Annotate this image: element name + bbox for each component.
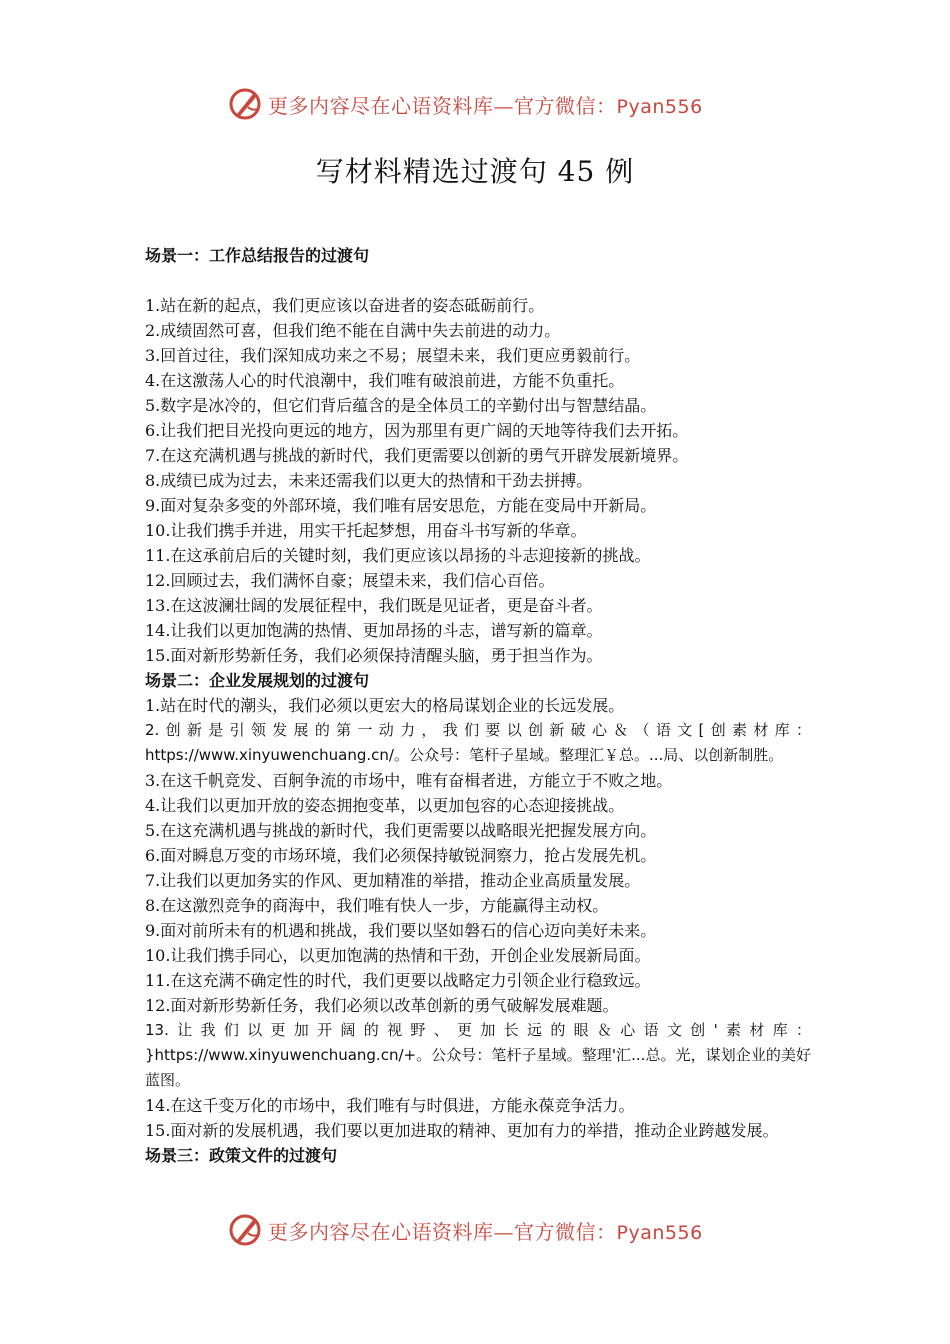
list-item: 14.在这千变万化的市场中，我们唯有与时俱进，方能永葆竞争活力。 xyxy=(145,1096,635,1115)
section-heading: 场景二：企业发展规划的过渡句 xyxy=(145,671,370,690)
list-item: 1.站在新的起点，我们更应该以奋进者的姿态砥砺前行。 xyxy=(145,296,545,315)
banner-text: 更多内容尽在心语资料库—官方微信：Pyan556 xyxy=(268,93,703,118)
list-item: 8.成绩已成为过去，未来还需我们以更大的热情和干劲去拼搏。 xyxy=(145,471,593,490)
list-item: 15.面对新形势新任务，我们必须保持清醒头脑，勇于担当作为。 xyxy=(145,646,603,665)
list-item: 15.面对新的发展机遇，我们要以更加进取的精神、更加有力的举措，推动企业跨越发展。 xyxy=(145,1121,779,1140)
list-item: 13.在这波澜壮阔的发展征程中，我们既是见证者，更是奋斗者。 xyxy=(145,596,603,615)
section-heading: 场景三：政策文件的过渡句 xyxy=(145,1146,338,1165)
page-title: 写材料精选过渡句 45 例 xyxy=(315,155,635,188)
list-item: 7.让我们以更加务实的作风、更加精准的举措，推动企业高质量发展。 xyxy=(145,871,641,890)
list-item: 3.在这千帆竞发、百舸争流的市场中，唯有奋楫者进，方能立于不败之地。 xyxy=(145,771,673,790)
list-item: 13.让我们以更加开阔的视野、更加长远的眼＆心语文创'素材库： }https://www.xinyuwenchuang.cn/+。公众号：笔杆子星域。整理'汇...总。光，谋划企业的美好蓝图。 xyxy=(145,1021,811,1089)
banner-text: 更多内容尽在心语资料库—官方微信：Pyan556 xyxy=(268,1219,703,1244)
list-item: 2.创新是引领发展的第一动力，我们要以创新破心＆（语文[创素材库： https://www.xinyuwenchuang.cn/。公众号：笔杆子星域。整理汇￥总。...局、以创新制胜。 xyxy=(145,721,811,764)
list-item: 5.数字是冰冷的，但它们背后蕴含的是全体员工的辛勤付出与智慧结晶。 xyxy=(145,396,657,415)
list-item: 10.让我们携手并进，用实干托起梦想，用奋斗书写新的华章。 xyxy=(145,521,587,540)
list-item: 3.回首过往，我们深知成功来之不易；展望未来，我们更应勇毅前行。 xyxy=(145,346,641,365)
list-item: 12.面对新形势新任务，我们必须以改革创新的勇气破解发展难题。 xyxy=(145,996,619,1015)
list-item: 9.面对前所未有的机遇和挑战，我们要以坚如磐石的信心迈向美好未来。 xyxy=(145,921,657,940)
list-item: 6.面对瞬息万变的市场环境，我们必须保持敏锐洞察力，抢占发展先机。 xyxy=(145,846,657,865)
list-item: 7.在这充满机遇与挑战的新时代，我们更需要以创新的勇气开辟发展新境界。 xyxy=(145,446,689,465)
document-body xyxy=(145,243,811,1168)
footer-banner xyxy=(228,1210,728,1250)
list-item: 11.在这承前启后的关键时刻，我们更应该以昂扬的斗志迎接新的挑战。 xyxy=(145,546,651,565)
list-item: 10.让我们携手同心，以更加饱满的热情和干劲，开创企业发展新局面。 xyxy=(145,946,651,965)
banner-wechat-id: Pyan556 xyxy=(616,95,703,118)
list-item: 14.让我们以更加饱满的热情、更加昂扬的斗志，谱写新的篇章。 xyxy=(145,621,603,640)
list-item: 11.在这充满不确定性的时代，我们更要以战略定力引领企业行稳致远。 xyxy=(145,971,651,990)
list-item: 9.面对复杂多变的外部环境，我们唯有居安思危，方能在变局中开新局。 xyxy=(145,496,657,515)
list-item: 4.在这激荡人心的时代浪潮中，我们唯有破浪前进，方能不负重托。 xyxy=(145,371,625,390)
list-item: 12.回顾过去，我们满怀自豪；展望未来，我们信心百倍。 xyxy=(145,571,555,590)
list-item: 5.在这充满机遇与挑战的新时代，我们更需要以战略眼光把握发展方向。 xyxy=(145,821,657,840)
banner-wechat-id: Pyan556 xyxy=(616,1221,703,1244)
list-item: 1.站在时代的潮头，我们必须以更宏大的格局谋划企业的长远发展。 xyxy=(145,696,625,715)
pen-logo-icon xyxy=(228,1213,262,1247)
list-item: 8.在这激烈竞争的商海中，我们唯有快人一步，方能赢得主动权。 xyxy=(145,896,609,915)
list-item: 2.成绩固然可喜，但我们绝不能在自满中失去前进的动力。 xyxy=(145,321,561,340)
header-banner xyxy=(228,84,728,124)
list-item: 4.让我们以更加开放的姿态拥抱变革，以更加包容的心态迎接挑战。 xyxy=(145,796,625,815)
list-item: 6.让我们把目光投向更远的地方，因为那里有更广阔的天地等待我们去开拓。 xyxy=(145,421,689,440)
pen-logo-icon xyxy=(228,87,262,121)
section-heading: 场景一：工作总结报告的过渡句 xyxy=(145,246,370,265)
